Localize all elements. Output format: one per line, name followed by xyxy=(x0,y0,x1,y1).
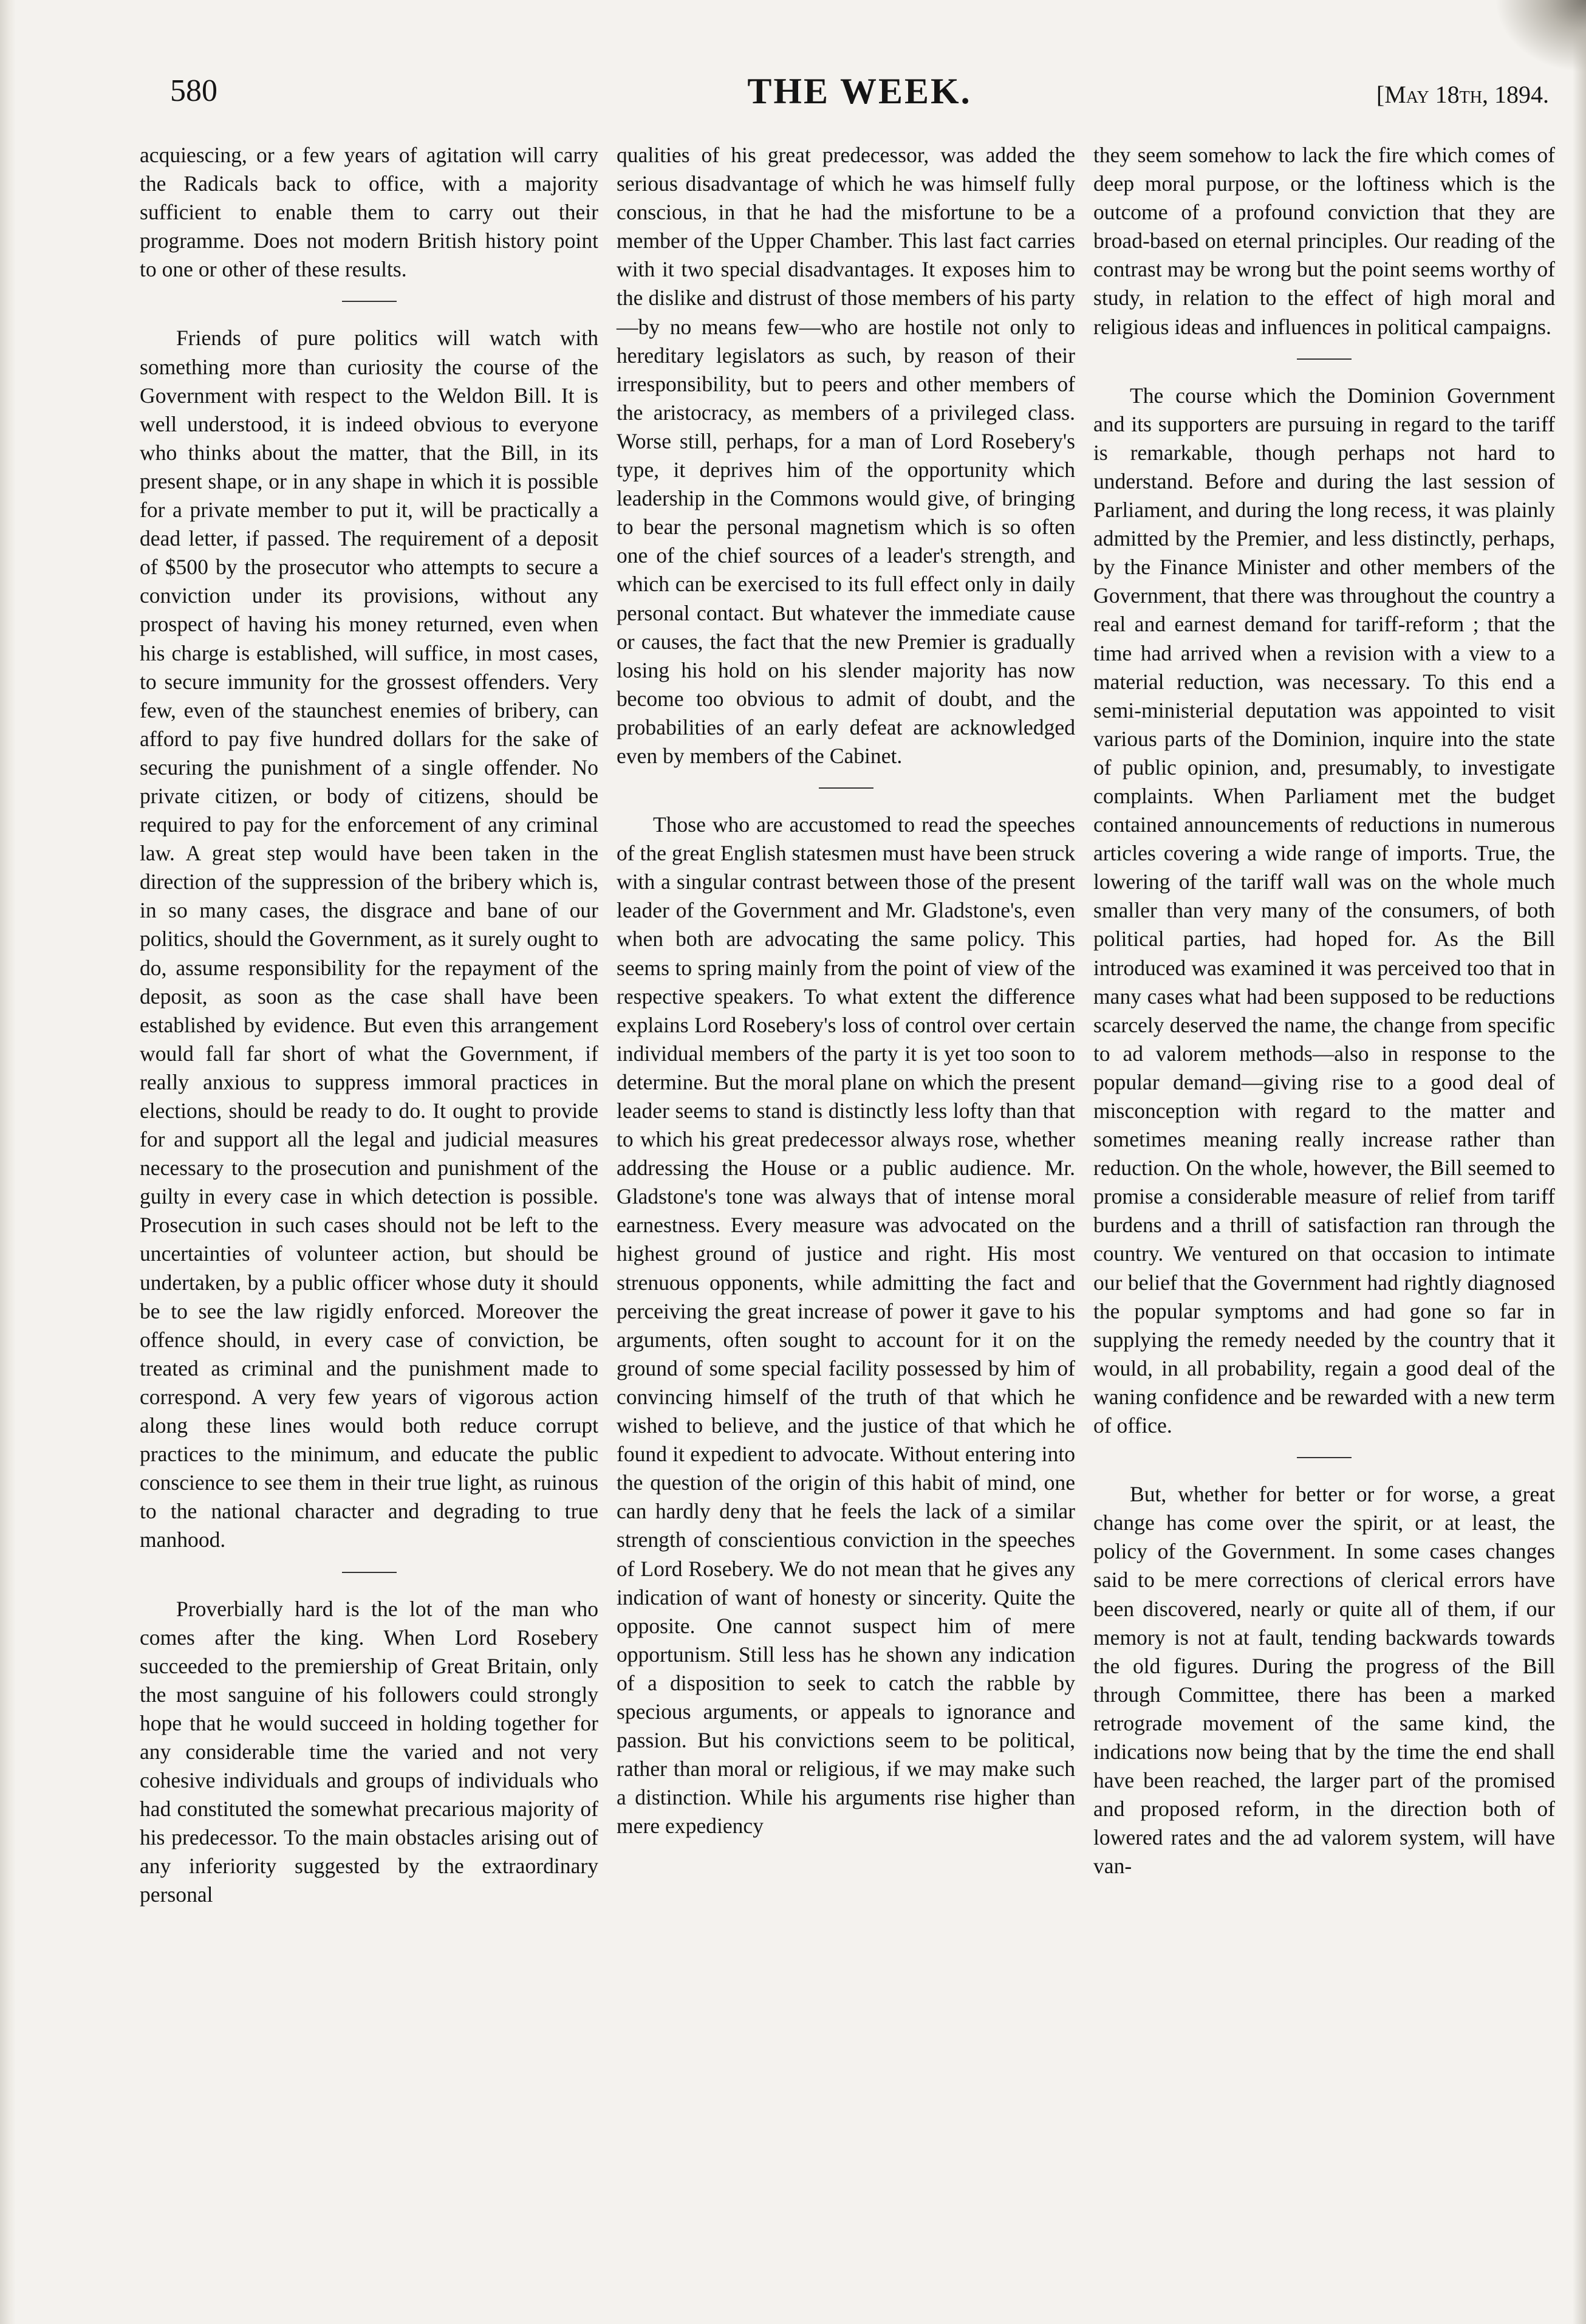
column-1-paragraph-1: acquiescing, or a few years of agitation will carry the Radicals back to office, with a majority sufficient to enable them to carry out their programme. Does not modern British history point to one or other of these results. xyxy=(140,143,598,282)
column-3-paragraph-1: they seem somehow to lack the fire which comes of deep moral purpose, or the loftiness which is the outcome of a profound conviction that they are broad-based on eternal principles. Our reading of the contrast may be wrong but the point seems worthy of study, in relation to the effect of high moral and religious ideas and influences in political campaigns. xyxy=(1093,143,1555,339)
column-1-paragraph-3: Proverbially hard is the lot of the man who comes after the king. When Lord Rosebery succeeded to the premiership of Great Britain, only the most sanguine of his followers could strongly hope that he would succeed in holding together for any considerable time the varied and not very cohesive individuals and groups of individuals who had constituted the somewhat precarious majority of his predecessor. To the main obstacles arising out of any inferiority suggested by the extraordinary personal xyxy=(140,1596,598,1907)
issue-date: [May 18th, 1894. xyxy=(1376,81,1549,108)
column-3-paragraph-3: But, whether for better or for worse, a great change has come over the spirit, or at least, the policy of the Government. In some cases changes said to be mere corrections of clerical errors have been discovered, nearly or quite all of them, if our memory is not at fault, tending backwards towards the old figures. During the progress of the Bill through Committee, there has been a marked retrograde movement of the same kind, the indications now being that by the time the end shall have been reached, the larger part of the promised and proposed reform, in the direction both of lowered rates and the ad valorem system, will have van- xyxy=(1093,1482,1555,1879)
section-divider xyxy=(1297,1457,1352,1458)
scan-shadow-left xyxy=(0,0,16,2324)
column-2 xyxy=(617,141,1075,1840)
section-divider xyxy=(1297,358,1352,360)
column-2-paragraph-1: qualities of his great predecessor, was added the serious disadvantage of which he was himself fully conscious, in that he had the misfortune to be a member of the Upper Chamber. This last fact carries with it two special disadvantages. It exposes him to the dislike and distrust of those members of his party—by no means few—who are hostile not only to hereditary legislators as such, by reason of their irresponsibility, but to peers and other members of the aristocracy, as members of a privileged class. Worse still, perhaps, for a man of Lord Rosebery's type, it deprives him of the opportunity which leadership in the Commons would give, of bringing to bear the personal magnetism which is so often one of the chief sources of a leader's strength, and which can be exercised to its full effect only in daily personal contact. But whatever the immediate cause or causes, the fact that the new Premier is gradually losing his hold on his slender majority has now become too obvious to admit of doubt, and the probabilities of an early defeat are acknowledged even by members of the Cabinet. xyxy=(617,143,1075,768)
column-1 xyxy=(140,141,598,1910)
scan-corner-mark xyxy=(1495,0,1586,73)
page-header xyxy=(170,67,1549,128)
section-divider xyxy=(342,1572,397,1573)
column-3 xyxy=(1093,141,1555,1880)
section-divider xyxy=(819,787,873,789)
page-number: 580 xyxy=(170,74,217,108)
section-divider xyxy=(342,301,397,302)
column-1-paragraph-2: Friends of pure politics will watch with something more than curiosity the course of the Government with respect to the Weldon Bill. It is well understood, it is indeed obvious to everyone who thinks about the matter, that the Bill, in its present shape, or in any shape in which it is possible for a private member to put it, will be practically a dead letter, if passed. The requirement of a deposit of $500 by the prosecutor who attempts to secure a conviction under its provisions, without any prospect of having his money returned, even when his charge is established, will suffice, in most cases, to secure immunity for the grossest offenders. Very few, even of the staunchest enemies of bribery, can afford to pay five hundred dollars for the sake of securing the punishment of a single offender. No private citizen, or body of citizens, should be required to pay for the enforcement of any criminal law. A great step would have been taken in the direction of the suppression of the bribery which is, in so many cases, the disgrace and bane of our politics, should the Government, as it surely ought to do, assume responsibility for the repayment of the deposit, as soon as the case shall have been established by evidence. But even this arrangement would fall far short of what the Government, if really anxious to suppress immoral practices in elections, should be ready to do. It ought to provide for and support all the legal and judicial measures necessary to the prosecution and punishment of the guilty in every case in which detection is possible. Prosecution in such cases should not be left to the uncertainties of volunteer action, but should be undertaken, by a public officer whose duty it should be to see the law rigidly enforced. Moreover the offence should, in every case of conviction, be treated as criminal and the punishment made to correspond. A very few years of vigorous action along these lines would both reduce corrupt practices to the minimum, and educate the public conscience to see them in their true light, as ruinous to the national character and degrading to true manhood. xyxy=(140,326,598,1552)
scan-shadow-right xyxy=(1573,0,1586,2324)
column-3-paragraph-2: The course which the Dominion Government and its supporters are pursuing in regard to the tariff is remarkable, though perhaps not hard to understand. Before and during the last session of Parliament, and during the long recess, it was plainly admitted by the Premier, and less distinctly, perhaps, by the Finance Minister and other members of the Government, that there was throughout the country a real and earnest demand for tariff-reform ; that the time had arrived when a revision with a view to a material reduction, was necessary. To this end a semi-ministerial deputation was appointed to visit various parts of the Dominion, inquire into the state of public opinion, and, presumably, to investigate complaints. When Parliament met the budget contained announcements of reductions in numerous articles covering a wide range of imports. True, the lowering of the tariff wall was on the whole much smaller than very many of the consumers, of both political parties, had hoped for. As the Bill introduced was examined it was perceived too that in many cases what had been supposed to be reductions scarcely deserved the name, the change from specific to ad valorem methods—also in response to the popular demand—giving rise to a good deal of misconception with regard to the matter and sometimes meaning really increase rather than reduction. On the whole, however, the Bill seemed to promise a considerable measure of relief from tariff burdens and a thrill of satisfaction ran through the country. We ventured on that occasion to intimate our belief that the Government had rightly diagnosed the popular symptoms and had gone so far in supplying the remedy needed by the country that it would, in all probability, regain a good deal of the waning confidence and be rewarded with a new term of office. xyxy=(1093,383,1555,1438)
column-2-paragraph-2: Those who are accustomed to read the speeches of the great English statesmen must have been struck with a singular contrast between those of the present leader of the Government and Mr. Gladstone's, even when both are advocating the same policy. This seems to spring mainly from the point of view of the respective speakers. To what extent the difference explains Lord Rosebery's loss of control over certain individual members of the party it is yet too soon to determine. But the moral plane on which the present leader seems to stand is distinctly less lofty than that to which his great predecessor always rose, whether addressing the House or a public audience. Mr. Gladstone's tone was always that of intense moral earnestness. Every measure was advocated on the highest ground of justice and right. His most strenuous opponents, while admitting the fact and perceiving the great increase of power it gave to his arguments, often sought to account for it on the ground of some special facility possessed by him of convincing himself of the truth of that which he wished to believe, and the justice of that which he found it expedient to advocate. Without entering into the question of the origin of this habit of mind, one can hardly deny that he feels the lack of a similar strength of conscientious conviction in the speeches of Lord Rosebery. We do not mean that he gives any indication of want of honesty or sincerity. Quite the opposite. One cannot suspect him of mere opportunism. Still less has he shown any indication of a disposition to seek to catch the rabble by specious arguments, or appeals to ignorance and passion. But his convictions seem to be political, rather than moral or religious, if we may make such a distinction. While his arguments rise higher than mere expediency xyxy=(617,812,1075,1839)
masthead-title: THE WEEK. xyxy=(747,71,972,111)
